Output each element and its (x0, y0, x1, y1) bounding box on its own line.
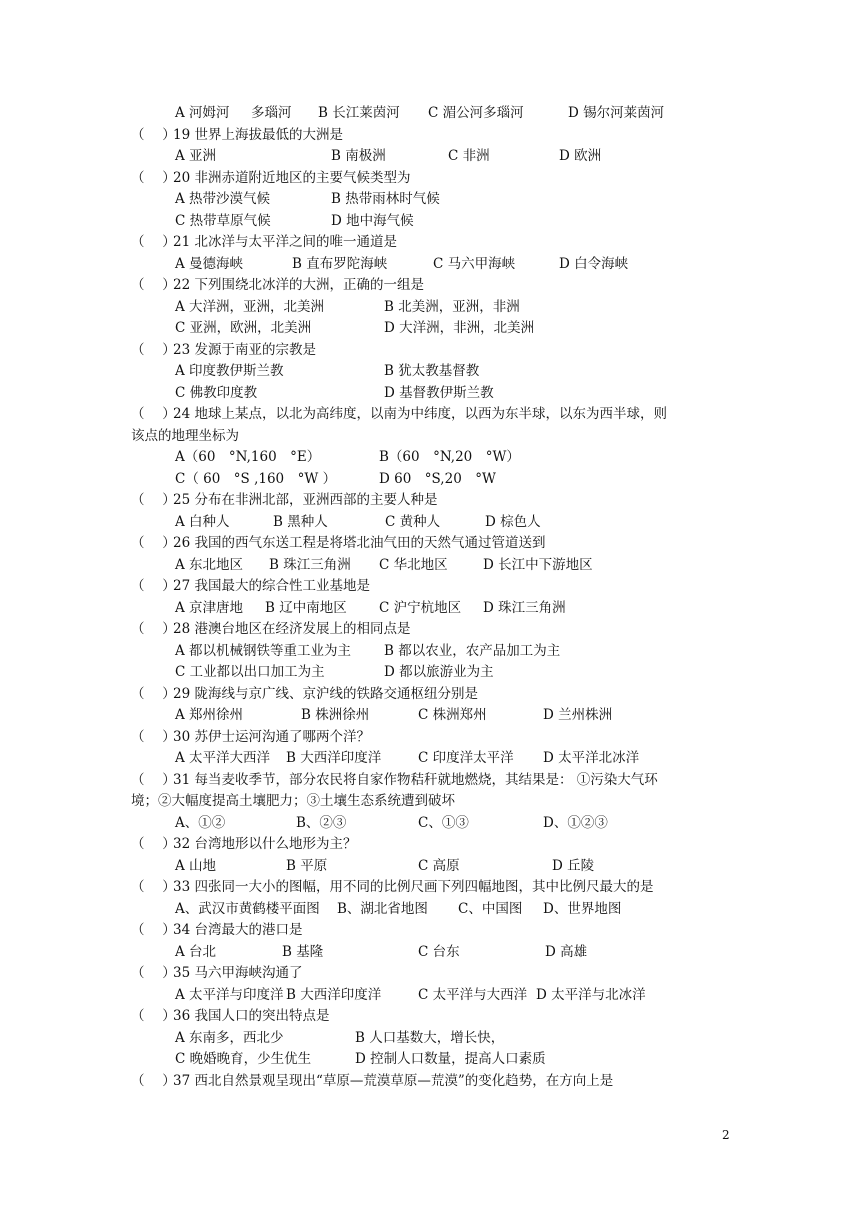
option: D、①②③ (543, 814, 608, 831)
options-row (131, 856, 731, 878)
options-row (131, 447, 731, 469)
question-text: 21 北冰洋与太平洋之间的唯一通道是 (173, 234, 397, 250)
option: A 曼德海峡 (175, 255, 244, 272)
option: C 沪宁杭地区 (379, 599, 462, 616)
question-stem (131, 619, 731, 641)
option: B 珠江三角洲 (269, 556, 351, 573)
options-row (131, 555, 731, 577)
option: A 东南多，西北少 (175, 1029, 284, 1046)
answer-paren: （ ） (131, 277, 176, 293)
options-row (131, 146, 731, 168)
option: C 华北地区 (379, 556, 448, 573)
option: B 大西洋印度洋 (286, 750, 382, 766)
option: B 北美洲，亚洲，非洲 (384, 298, 520, 315)
question-text: 22 下列围绕北冰洋的大洲，正确的一组是 (173, 277, 424, 293)
option: B 大西洋印度洋 (286, 986, 382, 1003)
option: C 太平洋与大西洋 (418, 986, 528, 1003)
options-row (131, 383, 731, 405)
options-row (131, 1049, 731, 1071)
option: C 非洲 (448, 148, 490, 164)
question-stem (131, 125, 731, 147)
option: A（60 °N,160 °E） (175, 449, 321, 465)
option: C 工业都以出口加工为主 (175, 664, 325, 680)
option: C 湄公河多瑙河 (428, 105, 524, 121)
option: B 直布罗陀海峡 (292, 255, 388, 272)
options-row (131, 598, 731, 620)
option: A 京津唐地 (175, 599, 244, 616)
question-stem (131, 727, 731, 749)
question-text-continued: 该点的地理坐标为 (131, 427, 239, 444)
option: B（60 °N,20 °W） (379, 449, 520, 465)
question-text: 23 发源于南亚的宗教是 (173, 341, 316, 358)
answer-paren: （ ） (131, 685, 176, 702)
option: A 台北 (175, 943, 217, 960)
question-text: 27 我国最大的综合性工业基地是 (173, 578, 370, 594)
question-text: 19 世界上海拔最低的大洲是 (173, 126, 343, 143)
options-row (131, 512, 731, 534)
question-text: 31 每当麦收季节，部分农民将自家作物秸秆就地燃烧，其结果是： ①污染大气环 (173, 771, 658, 788)
option: D 高雄 (545, 943, 588, 960)
question-text: 29 陇海线与京广线、京沪线的铁路交通枢纽分别是 (173, 685, 478, 702)
answer-paren: （ ） (131, 965, 176, 981)
options-row (131, 813, 731, 835)
answer-paren: （ ） (131, 341, 176, 358)
options-row (131, 705, 731, 727)
option: A 太平洋与印度洋 (175, 986, 284, 1003)
option: B、湖北省地图 (337, 900, 428, 917)
option: A 热带沙漠气候 (175, 191, 271, 207)
option: D、世界地图 (543, 900, 622, 917)
answer-paren: （ ） (131, 1008, 176, 1024)
option: D 长江中下游地区 (483, 556, 593, 573)
option: B 长江莱茵河 (318, 105, 400, 121)
question-stem (131, 168, 731, 190)
question-text: 30 苏伊士运河沟通了哪两个洋？ (173, 728, 370, 745)
option: D 白令海峡 (559, 255, 629, 272)
option: D 地中海气候 (331, 212, 414, 229)
option: A 白种人 (175, 513, 230, 530)
question-text: 25 分布在非洲北部，亚洲西部的主要人种是 (173, 492, 438, 508)
option: C 黄种人 (385, 513, 441, 530)
option: A、①② (175, 814, 226, 831)
question-text: 20 非洲赤道附近地区的主要气候类型为 (173, 169, 411, 186)
option: A、武汉市黄鹤楼平面图 (175, 900, 320, 917)
option: B 平原 (286, 857, 328, 874)
option: B 株洲徐州 (301, 707, 370, 723)
options-row (131, 361, 731, 383)
options-row (131, 641, 731, 663)
question-stem (131, 1071, 731, 1093)
option: D 太平洋北冰洋 (543, 750, 640, 766)
question-text: 33 四张同一大小的图幅，用不同的比例尺画下列四幅地图，其中比例尺最大的是 (173, 879, 654, 895)
option: C（ 60 °S ,160 °W ） (175, 470, 337, 487)
question-stem (131, 340, 731, 362)
question-stem (131, 533, 731, 555)
option: B 基隆 (282, 943, 324, 960)
options-row (131, 985, 731, 1007)
page-number: 2 (722, 1128, 730, 1142)
options-row (131, 748, 731, 770)
options-row (131, 899, 731, 921)
option: D 珠江三角洲 (483, 599, 566, 616)
options-row (131, 1028, 731, 1050)
answer-paren: （ ） (131, 492, 176, 508)
option: A 大洋洲，亚洲，北美洲 (175, 298, 325, 315)
question-stem (131, 1006, 731, 1028)
options-row (131, 189, 731, 211)
answer-paren: （ ） (131, 535, 176, 551)
answer-paren: （ ） (131, 879, 176, 895)
option: A 山地 (175, 857, 217, 874)
option: C 高原 (418, 857, 460, 874)
option: B 南极洲 (331, 148, 386, 164)
options-row (131, 662, 731, 684)
option: A 东北地区 (175, 556, 244, 573)
answer-paren: （ ） (131, 126, 176, 143)
option: C 马六甲海峡 (433, 255, 516, 272)
answer-paren: （ ） (131, 1072, 176, 1089)
option: D 60 °S,20 °W (379, 470, 496, 487)
option: A 亚洲 (175, 148, 217, 164)
question-text-continued: 境；②大幅度提高土壤肥力；③土壤生态系统遭到破坏 (131, 793, 455, 809)
answer-paren: （ ） (131, 234, 176, 250)
question-text: 36 我国人口的突出特点是 (173, 1008, 330, 1024)
option: A 太平洋大西洋 (175, 750, 271, 766)
option: C 印度洋太平洋 (418, 750, 514, 766)
answer-paren: （ ） (131, 728, 176, 745)
option: B 黑种人 (273, 513, 328, 530)
option: D 大洋洲，非洲，北美洲 (384, 320, 535, 336)
option: C 佛教印度教 (175, 384, 258, 401)
option: B、②③ (296, 814, 347, 831)
question-stem (131, 232, 731, 254)
option: 多瑙河 (251, 105, 292, 121)
answer-paren: （ ） (131, 922, 176, 938)
question-text: 32 台湾地形以什么地形为主？ (173, 836, 357, 852)
question-stem (131, 576, 731, 598)
answer-paren: （ ） (131, 169, 176, 186)
option: C 台东 (418, 943, 460, 960)
option: D 控制人口数量，提高人口素质 (355, 1051, 546, 1067)
option: D 欧洲 (559, 148, 602, 164)
question-stem (131, 490, 731, 512)
option: D 兰州株洲 (543, 707, 613, 723)
option: C、①③ (418, 814, 469, 831)
option: A 印度教伊斯兰教 (175, 363, 284, 379)
question-stem (131, 963, 731, 985)
question-text: 28 港澳台地区在经济发展上的相同点是 (173, 621, 411, 637)
question-stem (131, 404, 731, 426)
question-stem (131, 834, 731, 856)
option: C 晚婚晚育，少生优生 (175, 1051, 312, 1067)
option: C、中国图 (458, 900, 523, 917)
option: C 热带草原气候 (175, 212, 271, 229)
option: A 郑州徐州 (175, 707, 244, 723)
option: D 都以旅游业为主 (384, 664, 494, 680)
question-text: 34 台湾最大的港口是 (173, 922, 303, 938)
answer-paren: （ ） (131, 836, 176, 852)
option: B 辽中南地区 (265, 599, 347, 616)
option: D 棕色人 (485, 513, 541, 530)
options-row (131, 942, 731, 964)
question-text: 37 西北自然景观呈现出“草原—荒漠草原—荒漠”的变化趋势，在方向上是 (173, 1072, 614, 1089)
question-stem (131, 770, 731, 792)
question-stem (131, 684, 731, 706)
question-list (131, 103, 731, 1092)
option: A 河姆河 (175, 105, 230, 121)
option: B 犹太教基督教 (384, 363, 480, 379)
option: D 丘陵 (552, 857, 595, 874)
option: A 都以机械钢铁等重工业为主 (175, 642, 352, 659)
lead-options-row (131, 103, 731, 125)
answer-paren: （ ） (131, 771, 176, 788)
option: C 株洲郑州 (418, 707, 487, 723)
question-text: 35 马六甲海峡沟通了 (173, 965, 303, 981)
question-stem (131, 275, 731, 297)
answer-paren: （ ） (131, 578, 176, 594)
option: B 热带雨林时气候 (331, 191, 440, 207)
options-row (131, 254, 731, 276)
question-stem (131, 877, 731, 899)
options-row (131, 318, 731, 340)
option: D 锡尔河莱茵河 (568, 105, 665, 121)
option: D 基督教伊斯兰教 (384, 384, 494, 401)
answer-paren: （ ） (131, 621, 176, 637)
answer-paren: （ ） (131, 406, 176, 422)
option: B 人口基数大，增长快， (355, 1029, 505, 1046)
option: B 都以农业，农产品加工为主 (384, 642, 561, 659)
options-row (131, 211, 731, 233)
question-text: 24 地球上某点，以北为高纬度，以南为中纬度，以西为东半球，以东为西半球，则 (173, 406, 667, 422)
question-text: 26 我国的西气东送工程是将塔北油气田的天然气通过管道送到 (173, 535, 546, 551)
option: C 亚洲，欧洲，北美洲 (175, 320, 312, 336)
option: D 太平洋与北冰洋 (536, 986, 646, 1003)
question-stem (131, 920, 731, 942)
options-row (131, 469, 731, 491)
options-row (131, 297, 731, 319)
